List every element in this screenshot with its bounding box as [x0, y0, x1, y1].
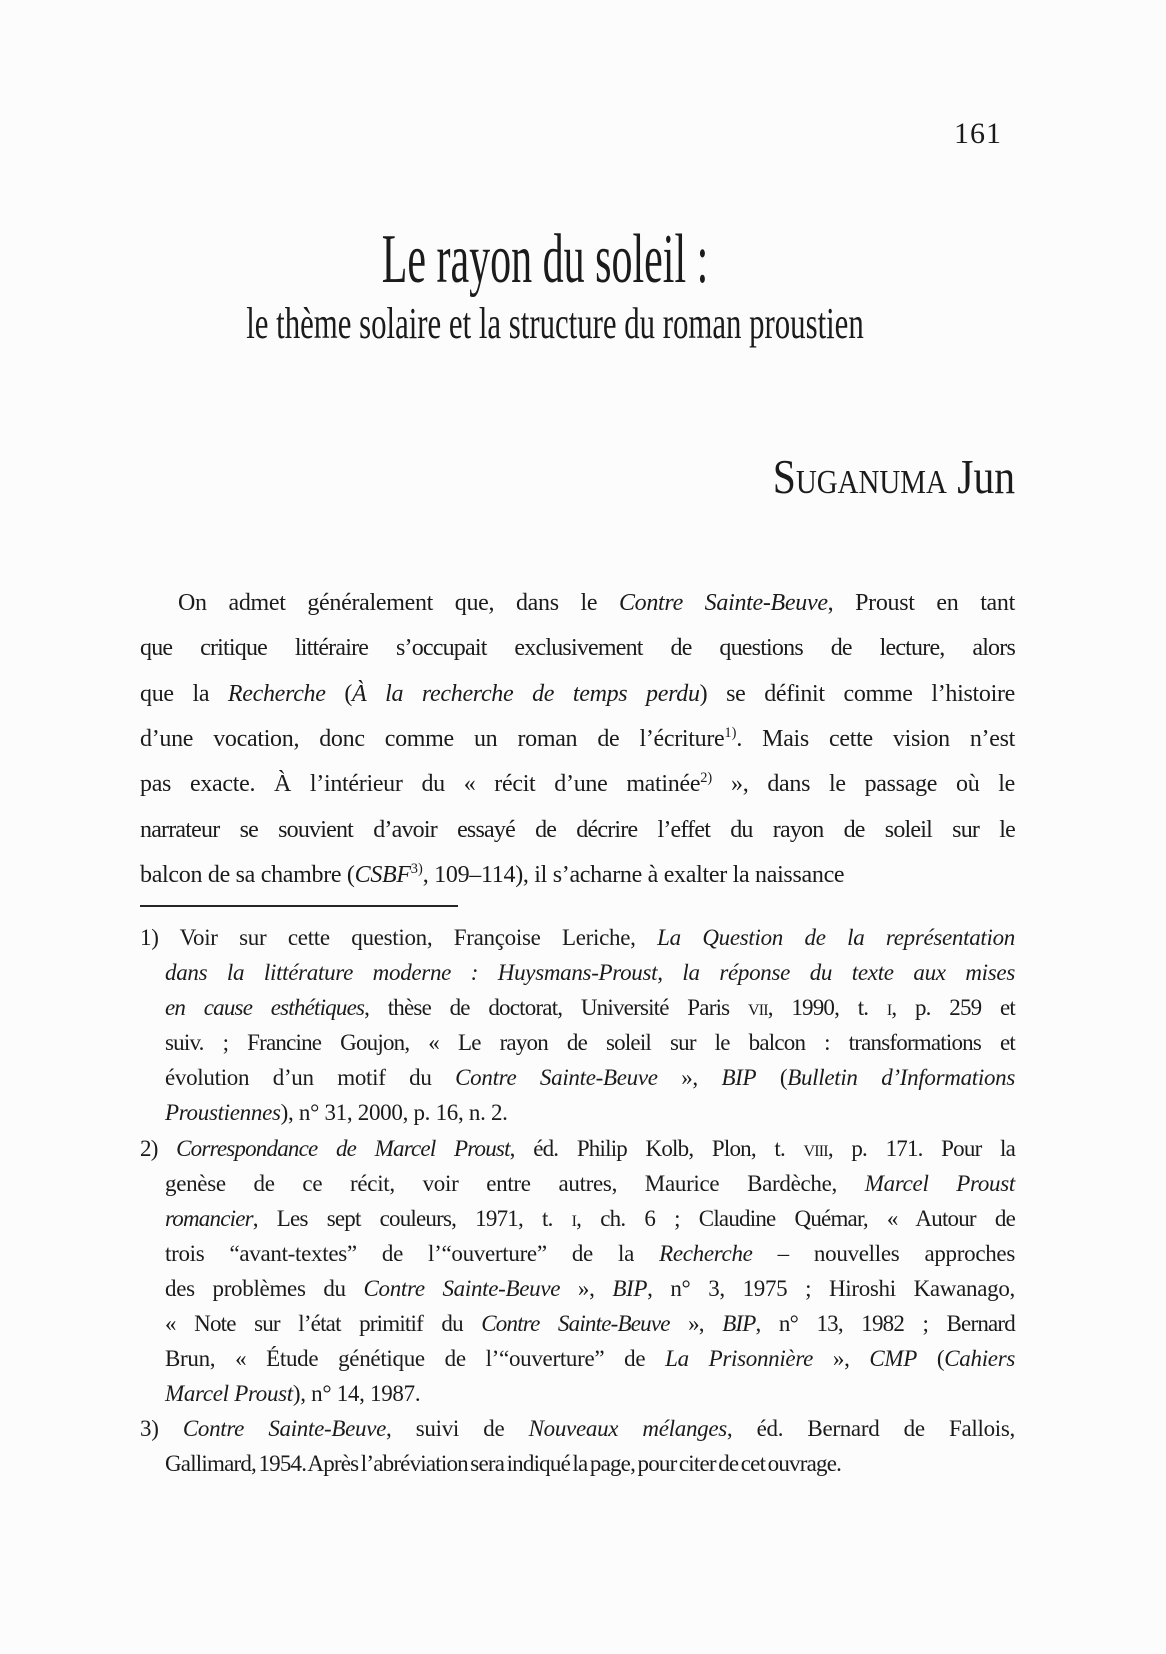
text-segment: Cahiers: [944, 1346, 1015, 1372]
text-segment: Correspondance de Marcel Proust: [176, 1135, 510, 1161]
text-segment: La Prisonnière: [665, 1346, 814, 1372]
text-segment: viii: [803, 1135, 828, 1161]
text-segment: Contre Sainte-Beuve: [363, 1275, 561, 1301]
text-segment: que la: [140, 680, 228, 707]
text-segment: »,: [657, 1065, 722, 1091]
text-segment: À la recherche de temps perdu: [352, 680, 700, 707]
text-segment: (: [325, 680, 353, 707]
text-segment: que critique littéraire s’occupait exclusivement de questions de lecture, alors: [140, 635, 1015, 662]
text-segment: La Question de la représentation: [657, 925, 1016, 950]
text-line: [140, 717, 1015, 762]
text-segment: Gallimard, 1954. Après l’abréviation sera indiqué la page, pour citer de cet ouvrage.: [165, 1451, 842, 1477]
text-segment: suiv. ; Francine Goujon, « Le rayon de soleil sur le balcon : transformations et: [165, 1030, 1015, 1056]
text-line: [140, 1306, 1015, 1341]
text-segment: ) se définit comme l’histoire: [699, 680, 1015, 707]
text-segment: Marcel Proust: [864, 1170, 1015, 1196]
text-segment: évolution d’un motif du: [165, 1065, 456, 1091]
text-line: [140, 920, 1015, 955]
text-line: [140, 808, 1015, 853]
text-line: [140, 581, 1015, 626]
footnote-2: [140, 1131, 1015, 1412]
text-segment: – nouvelles approches: [752, 1240, 1015, 1266]
text-segment: Contre Sainte-Beuve: [455, 1065, 658, 1091]
text-line: [140, 672, 1015, 717]
text-segment: narrateur se souvient d’avoir essayé de décrire l’effet du rayon de soleil sur le: [140, 816, 1015, 843]
text-line: [140, 1236, 1015, 1271]
text-segment: On admet généralement que, dans le: [178, 590, 619, 616]
text-segment: , 1990, t.: [767, 995, 887, 1021]
text-line: [140, 1376, 1015, 1411]
text-segment: Contre Sainte-Beuve: [481, 1311, 670, 1337]
footnotes-section: [140, 920, 1015, 1482]
text-segment: , ch. 6 ; Claudine Quémar, « Autour de: [576, 1205, 1015, 1231]
text-line: [140, 762, 1015, 807]
text-line: [140, 1271, 1015, 1306]
text-segment: 1): [724, 724, 737, 741]
text-segment: pas exacte. À l’intérieur du « récit d’une matinée: [140, 771, 701, 798]
text-line: [140, 1131, 1015, 1166]
text-segment: Suganuma: [772, 449, 947, 504]
text-line: [140, 990, 1015, 1025]
text-segment: , n° 13, 1982 ; Bernard: [755, 1311, 1015, 1337]
text-segment: , p. 259 et: [891, 995, 1015, 1021]
text-segment: »,: [560, 1275, 613, 1301]
text-segment: , n° 3, 1975 ; Hiroshi Kawanago,: [647, 1275, 1015, 1301]
text-segment: trois “avant-textes” de l’“ouverture” de la: [165, 1240, 660, 1266]
text-segment: », dans le passage où le: [712, 771, 1015, 798]
text-segment: i: [886, 995, 892, 1021]
text-line: [140, 1025, 1015, 1060]
text-segment: , Proust en tant: [827, 590, 1015, 616]
text-line: [140, 955, 1015, 990]
text-segment: romancier: [165, 1205, 253, 1231]
text-line: [140, 1341, 1015, 1376]
text-segment: BIP: [612, 1275, 648, 1301]
text-segment: BIP: [721, 1065, 757, 1091]
text-segment: dans la littérature moderne : Huysmans-Proust, la réponse du texte aux mises: [165, 960, 1015, 986]
text-line: [140, 1446, 1015, 1481]
text-segment: »,: [669, 1311, 723, 1337]
text-segment: genèse de ce récit, voir entre autres, Maurice Bardèche,: [165, 1170, 865, 1196]
text-segment: , Les sept couleurs, 1971, t.: [252, 1205, 572, 1231]
text-segment: Contre Sainte-Beuve: [182, 1416, 387, 1442]
text-segment: »,: [813, 1346, 870, 1372]
body-paragraph: [140, 581, 1015, 898]
text-segment: Proustiennes: [165, 1100, 281, 1126]
text-segment: 3): [410, 860, 423, 877]
text-line: [140, 1095, 1015, 1130]
footnote-separator-rule: [140, 905, 458, 907]
text-segment: , 109–114), il s’acharne à exalter la naissance: [422, 861, 845, 888]
text-segment: , éd. Philip Kolb, Plon, t.: [509, 1135, 804, 1161]
text-segment: CSBF: [354, 861, 411, 888]
footnote-3: [140, 1411, 1015, 1481]
text-segment: Bulletin d’Informations: [787, 1065, 1015, 1091]
text-segment: (: [756, 1065, 788, 1091]
text-segment: , thèse de doctorat, Université Paris: [364, 995, 748, 1021]
text-segment: (: [917, 1346, 945, 1372]
text-segment: en cause esthétiques: [165, 995, 365, 1021]
text-segment: BIP: [722, 1311, 756, 1337]
text-line: [140, 853, 1015, 898]
text-segment: Recherche: [227, 680, 326, 707]
text-segment: ), n° 14, 1987.: [292, 1381, 421, 1407]
text-segment: . Mais cette vision n’est: [736, 725, 1016, 752]
article-title: Le rayon du soleil :: [381, 221, 709, 298]
text-segment: Contre Sainte-Beuve: [618, 590, 828, 616]
text-segment: balcon de sa chambre (: [140, 861, 355, 888]
text-segment: 2): [700, 770, 713, 787]
text-segment: d’une vocation, donc comme un roman de l’écriture: [140, 725, 725, 752]
text-line: [140, 1411, 1015, 1446]
text-segment: , p. 171. Pour la: [827, 1135, 1016, 1161]
text-line: [140, 626, 1015, 671]
text-segment: Jun: [946, 449, 1015, 504]
text-line: [140, 1166, 1015, 1201]
text-segment: des problèmes du: [165, 1275, 364, 1301]
text-segment: Brun, « Étude génétique de l’“ouverture” de: [165, 1346, 666, 1372]
text-line: [140, 1060, 1015, 1095]
text-segment: Nouveaux mélanges: [528, 1416, 727, 1442]
footnote-1: [140, 920, 1015, 1131]
author-name: [773, 450, 1015, 504]
text-line: [140, 1201, 1015, 1236]
text-segment: 2): [140, 1135, 177, 1161]
text-segment: vii: [747, 995, 768, 1021]
text-segment: i: [571, 1205, 577, 1231]
text-segment: , éd. Bernard de Fallois,: [726, 1416, 1015, 1442]
text-segment: « Note sur l’état primitif du: [165, 1311, 482, 1337]
page-number: 161: [954, 117, 1002, 150]
text-segment: , suivi de: [386, 1416, 529, 1442]
text-segment: Recherche: [659, 1240, 753, 1266]
text-segment: 1) Voir sur cette question, Françoise Leriche,: [140, 925, 658, 950]
text-segment: 3): [140, 1416, 183, 1442]
article-subtitle: le thème solaire et la structure du roman proustien: [246, 299, 864, 348]
text-segment: CMP: [869, 1346, 918, 1372]
text-segment: Marcel Proust: [165, 1381, 293, 1407]
text-segment: ), n° 31, 2000, p. 16, n. 2.: [280, 1100, 508, 1126]
